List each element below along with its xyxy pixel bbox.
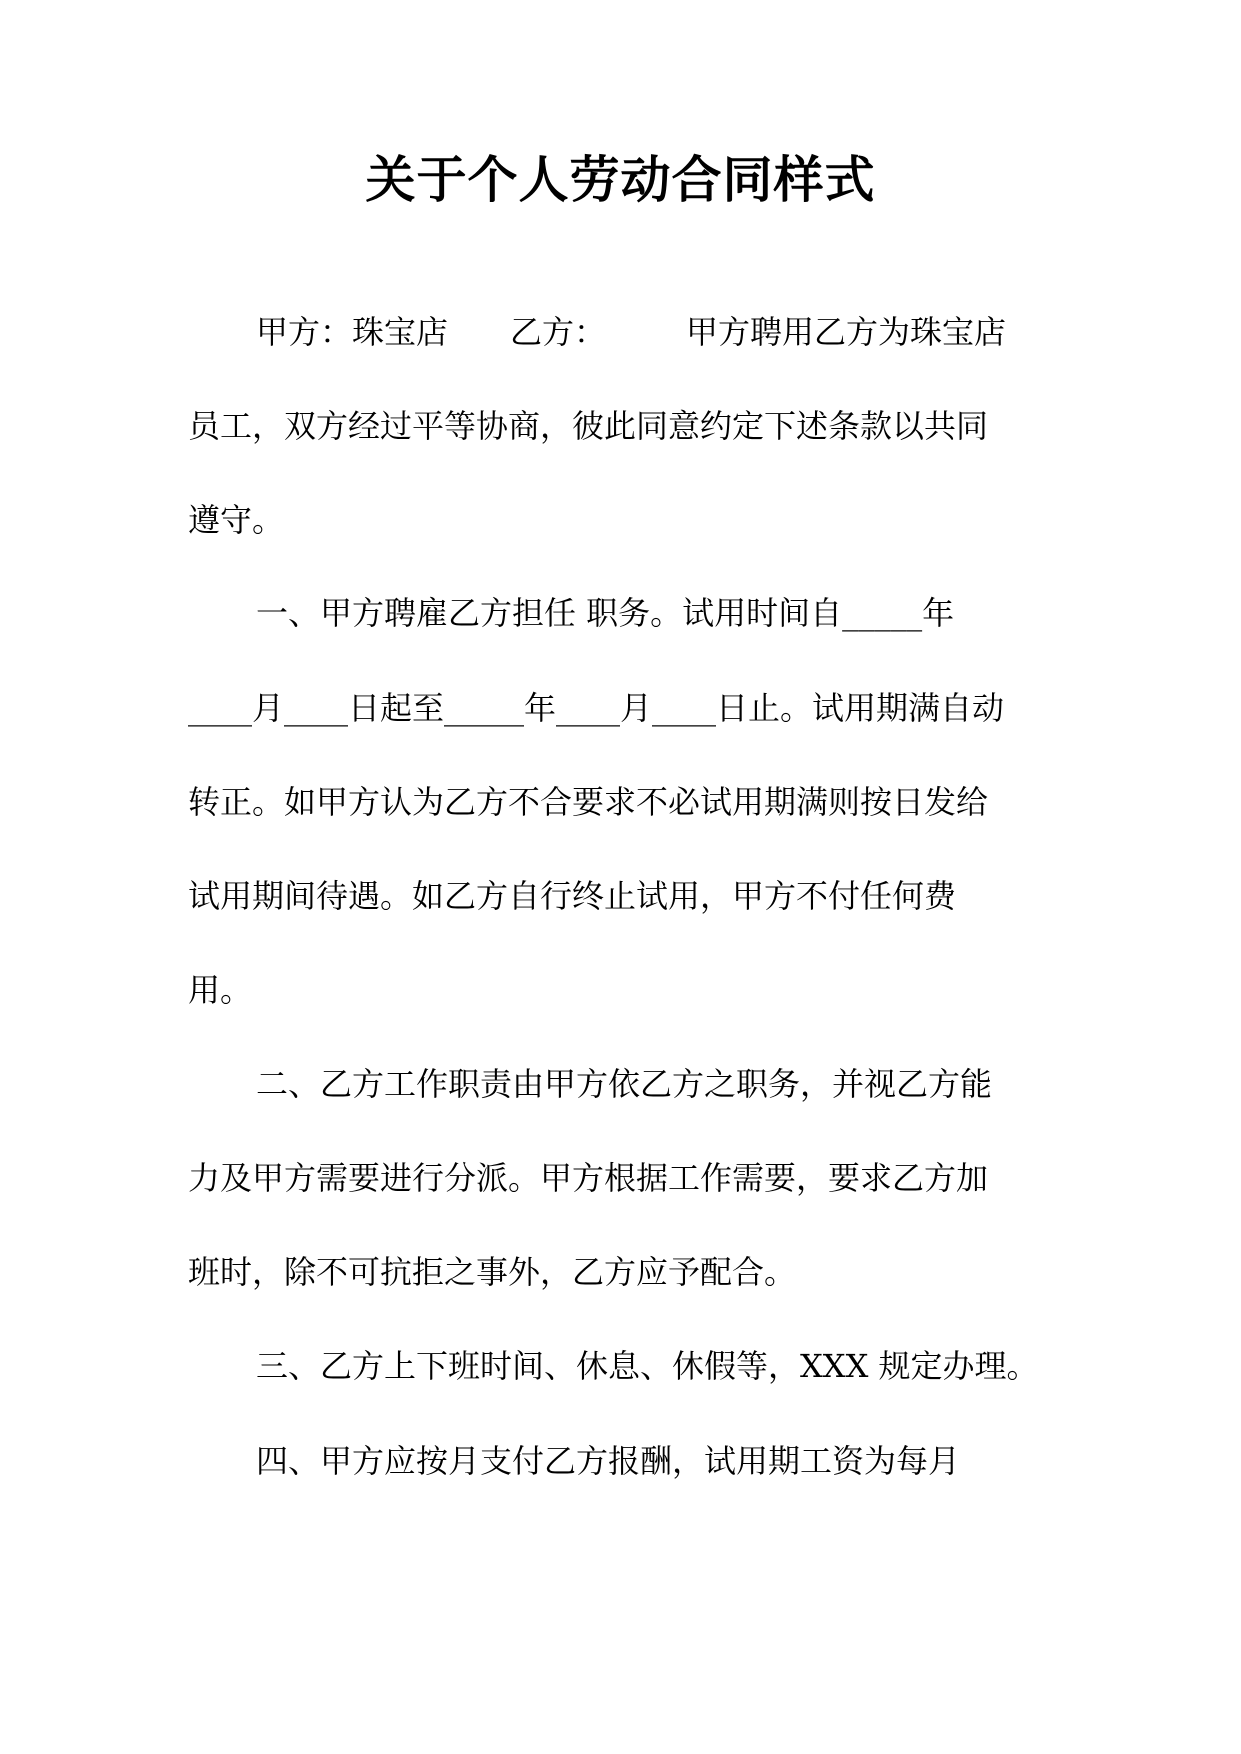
clause-2-line-3: 班时，除不可抗拒之事外，乙方应予配合。 <box>188 1253 797 1291</box>
party-a-label: 甲方：珠宝店 <box>256 313 449 351</box>
intro-line-3: 遵守。 <box>188 501 285 539</box>
clause-2-line-2: 力及甲方需要进行分派。甲方根据工作需要，要求乙方加 <box>188 1159 989 1197</box>
clause-4-line-1: 四、甲方应按月支付乙方报酬，试用期工资为每月 <box>256 1442 961 1480</box>
clause-2-line-1: 二、乙方工作职责由甲方依乙方之职务，并视乙方能 <box>256 1065 993 1103</box>
intro-line-1-tail: 甲方聘用乙方为珠宝店 <box>686 313 1007 351</box>
party-b-label: 乙方： <box>510 313 607 351</box>
intro-line-2: 员工，双方经过平等协商，彼此同意约定下述条款以共同 <box>188 407 989 445</box>
clause-1-line-3: 转正。如甲方认为乙方不合要求不必试用期满则按日发给 <box>188 783 989 821</box>
clause-1-line-1: 一、甲方聘雇乙方担任 职务。试用时间自_____年 <box>256 594 955 632</box>
clause-1-line-2: ____月____日起至_____年____月____日止。试用期满自动 <box>188 689 1005 727</box>
clause-1-line-4: 试用期间待遇。如乙方自行终止试用，甲方不付任何费 <box>188 877 957 915</box>
intro-line-1 <box>256 312 1006 352</box>
clause-1-line-5: 用。 <box>188 971 253 1009</box>
document-title: 关于个人劳动合同样式 <box>365 151 876 209</box>
clause-3-line-1: 三、乙方上下班时间、休息、休假等，XXX 规定办理。 <box>256 1347 1039 1385</box>
